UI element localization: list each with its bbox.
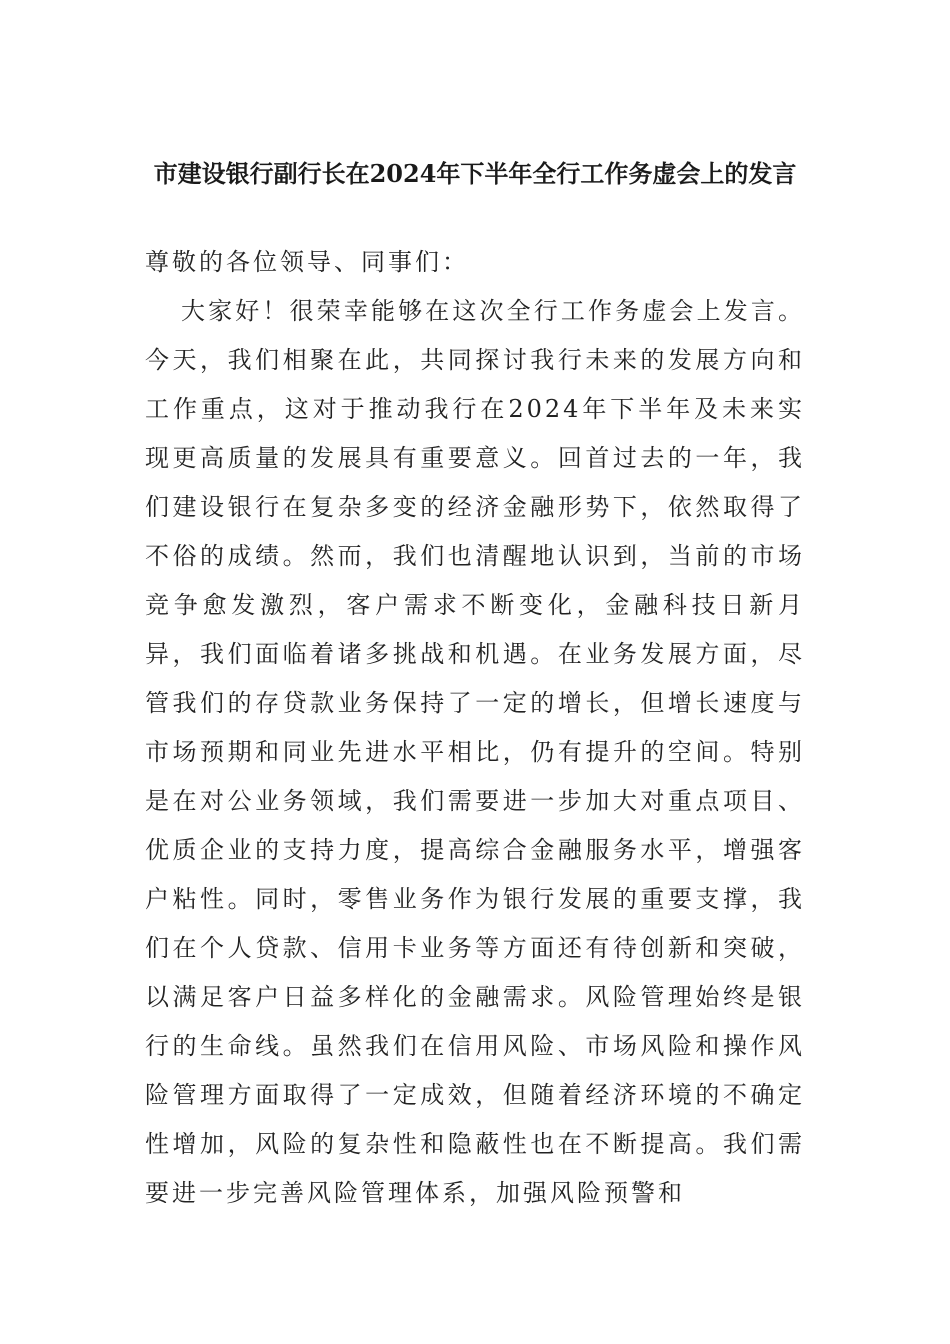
document-title: 市建设银行副行长在2024年下半年全行工作务虚会上的发言: [153, 159, 797, 188]
greeting-line: 尊敬的各位领导、同事们：: [145, 248, 469, 276]
document-body: [145, 238, 805, 1218]
body-paragraph: 大家好！很荣幸能够在这次全行工作务虚会上发言。今天，我们相聚在此，共同探讨我行未来的发展方向和工作重点，这对于推动我行在2024年下半年及未来实现更高质量的发展具有重要意义。回首过去的一年，我们建设银行在复杂多变的经济金融形势下，依然取得了不俗的成绩。然而，我们也清醒地认识到，当前的市场竞争愈发激烈，客户需求不断变化，金融科技日新月异，我们面临着诸多挑战和机遇。在业务发展方面，尽管我们的存贷款业务保持了一定的增长，但增长速度与市场预期和同业先进水平相比，仍有提升的空间。特别是在对公业务领域，我们需要进一步加大对重点项目、优质企业的支持力度，提高综合金融服务水平，增强客户粘性。同时，零售业务作为银行发展的重要支撑，我们在个人贷款、信用卡业务等方面还有待创新和突破，以满足客户日益多样化的金融需求。风险管理始终是银行的生命线。虽然我们在信用风险、市场风险和操作风险管理方面取得了一定成效，但随着经济环境的不确定性增加，风险的复杂性和隐蔽性也在不断提高。我们需要进一步完善风险管理体系，加强风险预警和: [145, 297, 805, 1207]
